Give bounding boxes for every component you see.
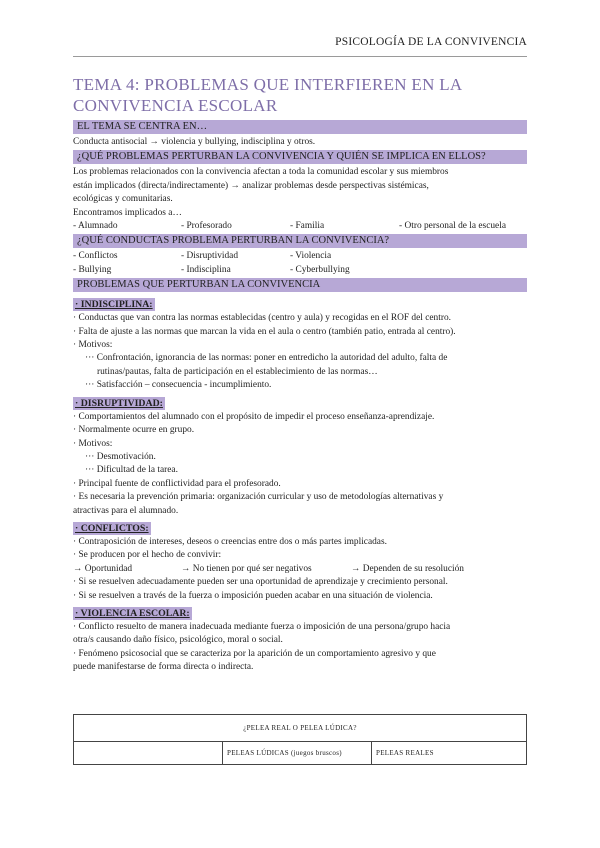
disruptividad-line: · Principal fuente de conflictividad para el profesorado. [73,478,281,489]
disruptividad-line: · Motivos: [73,438,113,449]
conducta-item: - Conflictos [73,251,118,262]
conductas-row [73,264,527,277]
subheading-disruptividad: · DISRUPTIVIDAD: [75,397,163,409]
section-heading-perturban: PROBLEMAS QUE PERTURBAN LA CONVIVENCIA [73,278,527,292]
title-line-1: TEMA 4: PROBLEMAS QUE INTERFIEREN EN LA [73,75,463,94]
pelea-table-col-reales: PELEAS REALES [372,742,527,765]
pelea-table-empty-cell [74,742,223,765]
implicados-list [73,220,527,233]
indisciplina-motivo-cont: rutinas/pautas, falta de participación en el establecimiento de las normas… [97,366,378,377]
conducta-item: - Indisciplina [181,264,231,275]
disruptividad-line: · Es necesaria la prevención primaria: organización curricular y uso de metodologías alternativas y [73,492,444,503]
conflicto-arrow-item: → Oportunidad [73,563,133,574]
conducta-item: - Cyberbullying [290,264,350,275]
tema-text: Conducta antisocial → violencia y bullying, indisciplina y otros. [73,137,316,147]
disruptividad-motivo: ··· Dificultad de la tarea. [85,465,178,476]
violencia-line: · Conflicto resuelto de manera inadecuada mediante fuerza o imposición de una persona/grupo hacia [73,621,451,632]
implicados-intro: Encontramos implicados a… [73,207,182,218]
conflicto-arrow-item: → No tienen por qué ser negativos [181,563,312,574]
title-line-2: CONVIVENCIA ESCOLAR [73,96,278,115]
section-heading-problemas: ¿QUÉ PROBLEMAS PERTURBAN LA CONVIVENCIA Y QUIÉN SE IMPLICA EN ELLOS? [73,150,527,164]
implicado-item: - Otro personal de la escuela [399,221,506,232]
pelea-table-header: ¿PELEA REAL O PELEA LÚDICA? [74,715,527,742]
subheading-conflictos: · CONFLICTOS: [75,522,149,534]
conflictos-line: · Si se resuelven adecuadamente pueden ser una oportunidad de aprendizaje y crecimiento personal. [73,577,448,588]
document-body [73,74,527,675]
violencia-line: otra/s causando daño físico, psicológico, moral o social. [73,635,283,646]
disruptividad-line: · Normalmente ocurre en grupo. [73,425,195,436]
conducta-item: - Violencia [290,251,332,262]
implicado-item: - Familia [290,221,325,232]
conflictos-line: · Se producen por el hecho de convivir: [73,550,222,561]
indisciplina-motivo: ··· Satisfacción – consecuencia - incumplimiento. [85,380,272,391]
conflictos-line: · Si se resuelven a través de la fuerza o imposición pueden acabar en una situación de violencia. [73,590,433,601]
conducta-item: - Disruptividad [181,251,239,262]
subheading-violencia: · VIOLENCIA ESCOLAR: [75,607,190,619]
problemas-paragraph-line: Los problemas relacionados con la convivencia afectan a toda la comunidad escolar y sus miembros [73,167,449,178]
conductas-row [73,250,527,263]
subheading-indisciplina: · INDISCIPLINA: [75,299,153,311]
violencia-line: puede manifestarse de forma directa o indirecta. [73,662,254,673]
pelea-table-col-ludicas: PELEAS LÚDICAS (juegos bruscos) [223,742,372,765]
indisciplina-motivo: ··· Confrontación, ignorancia de las normas: poner en entredicho la autoridad del adulto, falta de [85,353,448,364]
conflictos-arrows [73,563,527,576]
indisciplina-line: · Falta de ajuste a las normas que marcan la vida en el aula o centro (también patio, entrada al centro). [73,326,456,337]
implicado-item: - Profesorado [181,221,232,232]
section-heading-tema: EL TEMA SE CENTRA EN… [73,120,527,134]
disruptividad-line: atractivas para el alumnado. [73,505,179,516]
document-title [73,74,527,116]
problemas-paragraph-line: ecológicas y comunitarias. [73,194,173,205]
conflictos-line: · Contraposición de intereses, deseos o creencias entre dos o más partes implicadas. [73,536,387,547]
disruptividad-motivo: ··· Desmotivación. [85,451,156,462]
header-divider [73,56,527,57]
indisciplina-line: · Motivos: [73,340,113,351]
implicado-item: - Alumnado [73,221,118,232]
pelea-table [73,714,527,765]
conflicto-arrow-item: → Dependen de su resolución [351,563,464,574]
running-header: PSICOLOGÍA DE LA CONVIVENCIA [335,36,527,48]
disruptividad-line: · Comportamientos del alumnado con el propósito de impedir el proceso enseñanza-aprendizaje. [73,411,435,422]
section-heading-conductas: ¿QUÉ CONDUCTAS PROBLEMA PERTURBAN LA CONVIVENCIA? [73,234,527,248]
indisciplina-line: · Conductas que van contra las normas establecidas (centro y aula) y recogidas en el ROF del centro. [73,313,451,324]
problemas-paragraph-line: están implicados (directa/indirectamente) → analizar problemas desde perspectivas sistémicas, [73,180,429,191]
violencia-line: · Fenómeno psicosocial que se caracteriza por la aparición de un comportamiento agresivo y que [73,648,436,659]
conducta-item: - Bullying [73,264,112,275]
